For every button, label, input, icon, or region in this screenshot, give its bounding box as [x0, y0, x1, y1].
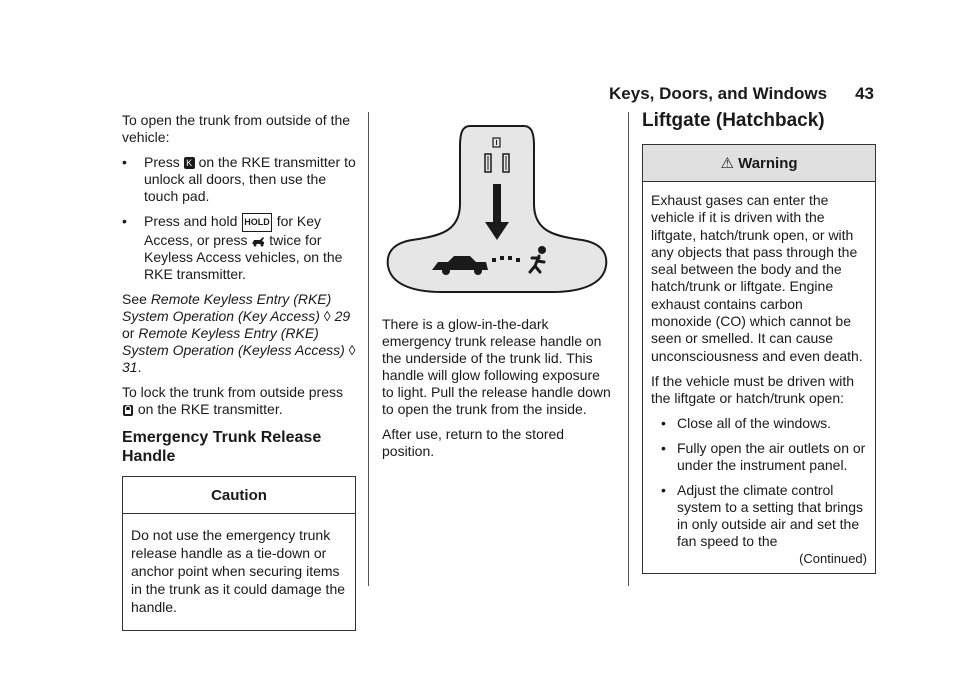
trunk-lock-text: To lock the trunk from outside press on the RKE transmitter. — [122, 384, 343, 417]
trunk-open-icon — [251, 235, 265, 247]
column-middle — [382, 112, 612, 468]
handle-after-use: After use, return to the stored position. — [382, 426, 565, 459]
emergency-release-heading: Emergency Trunk Release Handle — [122, 429, 322, 465]
page-ref-icon: ◊ — [348, 342, 356, 358]
trunk-button-icon: K — [184, 157, 195, 169]
warning-text: Exhaust gases can enter the vehicle if it is driven with the liftgate, hatch/trunk open, or with any objects that pass through the seal between the body and the hatch/trunk or liftgate. Engine exhaust contains carbon monoxide (CO) which cannot be seen or smelled. It can cause unconsciousness and even death. — [651, 192, 863, 364]
lock-icon — [122, 404, 134, 417]
trunk-open-intro: To open the trunk from outside of the vehicle: — [122, 112, 351, 145]
list-item: • Press K on the RKE transmitter to unlock all doors, then use the touch pad. — [122, 154, 356, 204]
column-divider-2 — [628, 112, 629, 586]
warning-box — [642, 144, 876, 574]
list-item: • Press and hold HOLD for Key Access, or press twice for Keyless Access vehicles, on the RKE transmitter. — [122, 213, 343, 282]
warning-title: Warning — [738, 155, 798, 172]
continued-label: (Continued) — [799, 550, 867, 566]
list-item: • Fully open the air outlets on or under the instrument panel. — [661, 439, 866, 473]
column-left — [122, 112, 356, 631]
page-header — [609, 84, 874, 104]
list-item: • Close all of the windows. — [661, 414, 832, 431]
warning-icon: ⚠ — [720, 155, 734, 172]
handle-description: There is a glow-in-the-dark emergency trunk release handle on the underside of the trunk lid. This handle will glow following exposure to light. Pull the release handle down to open the trunk from the inside. — [382, 316, 611, 417]
caution-text: Do not use the emergency trunk release handle as a tie-down or anchor point when securing items in the trunk as it could damage the handle. — [131, 527, 346, 615]
warning-title-bar — [643, 145, 875, 182]
trunk-release-handle-illustration — [382, 112, 612, 302]
caution-box — [122, 476, 356, 631]
section-title: Keys, Doors, and Windows — [609, 84, 828, 103]
rke-reference: See Remote Keyless Entry (RKE) System Operation (Key Access) ◊ 29 or Remote Keyless Entry (RKE) System Operation (Keyless Access) ◊ 31. — [122, 291, 356, 375]
column-divider-1 — [368, 112, 369, 586]
bullet-glyph: • — [122, 154, 127, 170]
liftgate-heading: Liftgate (Hatchback) — [642, 110, 825, 131]
bullet-glyph: • — [122, 213, 127, 229]
column-right — [642, 112, 876, 574]
caution-title: Caution — [123, 477, 355, 514]
page-number: 43 — [855, 84, 874, 103]
list-item: • Adjust the climate control system to a setting that brings in only outside air and set the fan speed to the — [661, 481, 863, 549]
warning-condition: If the vehicle must be driven with the liftgate or hatch/trunk open: — [651, 372, 855, 406]
hold-trunk-icon: HOLD — [242, 213, 272, 232]
page-ref-icon: ◊ — [323, 308, 331, 324]
